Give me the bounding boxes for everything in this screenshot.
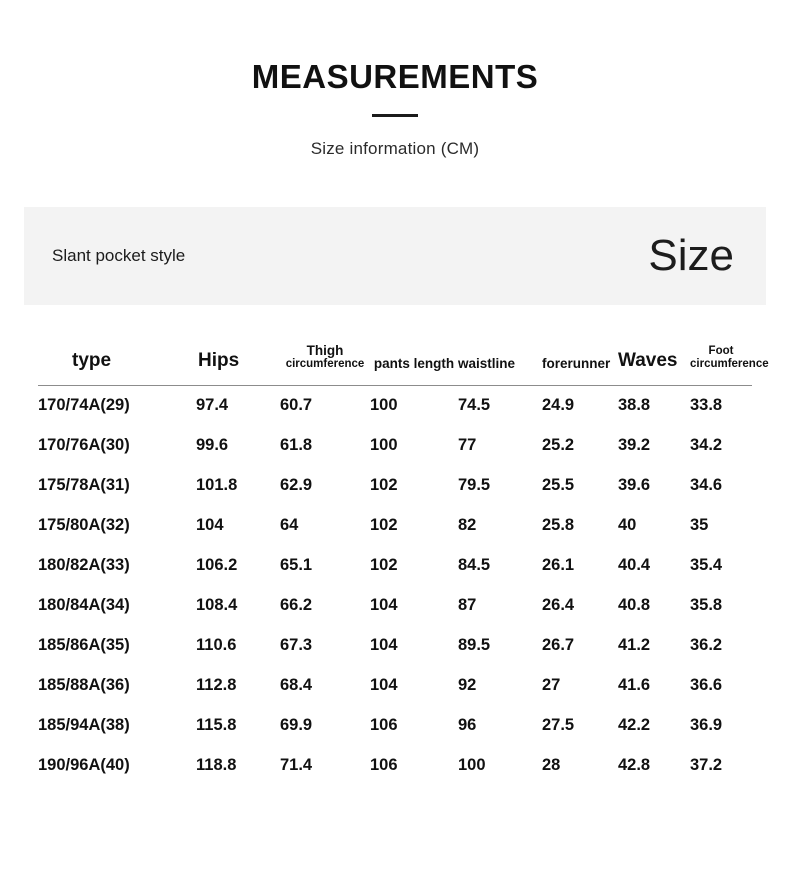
cell-pants-length: 100 <box>370 436 398 455</box>
cell-pants-length: 106 <box>370 716 398 735</box>
cell-type: 185/86A(35) <box>38 636 130 655</box>
cell-waistline: 74.5 <box>458 396 491 415</box>
cell-waistline: 92 <box>458 676 477 695</box>
table-row <box>38 706 752 746</box>
cell-waistline: 89.5 <box>458 636 491 655</box>
column-header-waistline: waistline <box>458 335 542 385</box>
cell-foot-circumference: 36.6 <box>690 676 723 695</box>
table-header-row <box>38 335 752 385</box>
cell-waves: 40.4 <box>618 556 651 575</box>
cell-thigh: 66.2 <box>280 596 313 615</box>
cell-type: 170/74A(29) <box>38 396 130 415</box>
cell-foot-circumference: 33.8 <box>690 396 723 415</box>
cell-forerunner: 25.2 <box>542 436 575 455</box>
cell-foot-circumference: 35.8 <box>690 596 723 615</box>
cell-waves: 39.6 <box>618 476 651 495</box>
cell-foot-circumference: 36.2 <box>690 636 723 655</box>
cell-waves: 41.6 <box>618 676 651 695</box>
cell-thigh: 64 <box>280 516 299 535</box>
size-table <box>38 335 769 786</box>
cell-forerunner: 28 <box>542 756 561 775</box>
cell-thigh: 67.3 <box>280 636 313 655</box>
column-header-forerunner: forerunner <box>542 335 618 385</box>
column-header-type: type <box>38 335 196 385</box>
table-row <box>38 746 752 786</box>
cell-type: 175/80A(32) <box>38 516 130 535</box>
cell-forerunner: 26.1 <box>542 556 575 575</box>
table-row <box>38 546 752 586</box>
cell-pants-length: 106 <box>370 756 398 775</box>
title-divider <box>372 114 418 117</box>
cell-thigh: 69.9 <box>280 716 313 735</box>
cell-thigh: 68.4 <box>280 676 313 695</box>
cell-hips: 118.8 <box>196 756 237 775</box>
cell-forerunner: 24.9 <box>542 396 575 415</box>
cell-thigh: 60.7 <box>280 396 313 415</box>
cell-thigh: 62.9 <box>280 476 313 495</box>
cell-foot-circumference: 37.2 <box>690 756 723 775</box>
cell-waistline: 87 <box>458 596 477 615</box>
cell-pants-length: 102 <box>370 516 398 535</box>
size-table-head <box>38 335 769 385</box>
cell-hips: 106.2 <box>196 556 238 575</box>
cell-foot-circumference: 35.4 <box>690 556 723 575</box>
column-header-hips: Hips <box>196 335 280 385</box>
cell-type: 185/88A(36) <box>38 676 130 695</box>
cell-hips: 101.8 <box>196 476 238 495</box>
cell-pants-length: 104 <box>370 636 398 655</box>
cell-waves: 38.8 <box>618 396 651 415</box>
cell-thigh: 71.4 <box>280 756 313 775</box>
cell-waistline: 96 <box>458 716 477 735</box>
size-table-body <box>38 385 752 786</box>
cell-thigh: 65.1 <box>280 556 313 575</box>
cell-waves: 42.2 <box>618 716 651 735</box>
table-row <box>38 426 752 466</box>
cell-waves: 40.8 <box>618 596 651 615</box>
cell-type: 175/78A(31) <box>38 476 130 495</box>
column-header-pants-length: pants length <box>370 335 458 385</box>
table-row <box>38 506 752 546</box>
cell-hips: 99.6 <box>196 436 229 455</box>
cell-waistline: 100 <box>458 756 486 775</box>
cell-waves: 40 <box>618 516 637 535</box>
cell-waves: 41.2 <box>618 636 651 655</box>
cell-forerunner: 27 <box>542 676 561 695</box>
table-row <box>38 385 752 426</box>
table-row <box>38 466 752 506</box>
cell-forerunner: 25.5 <box>542 476 575 495</box>
cell-pants-length: 104 <box>370 596 398 615</box>
page-subtitle: Size information (CM) <box>310 139 480 158</box>
cell-waves: 42.8 <box>618 756 651 775</box>
style-label: Slant pocket style <box>52 246 186 265</box>
column-header-foot-circumference: Foot circumference <box>690 335 752 385</box>
cell-waistline: 84.5 <box>458 556 491 575</box>
page-title: MEASUREMENTS <box>251 58 539 95</box>
style-band <box>24 207 766 305</box>
cell-hips: 115.8 <box>196 716 237 735</box>
table-row <box>38 666 752 706</box>
cell-waves: 39.2 <box>618 436 651 455</box>
cell-forerunner: 27.5 <box>542 716 575 735</box>
cell-hips: 110.6 <box>196 636 237 655</box>
cell-hips: 112.8 <box>196 676 237 695</box>
cell-type: 185/94A(38) <box>38 716 130 735</box>
cell-type: 180/82A(33) <box>38 556 130 575</box>
cell-forerunner: 25.8 <box>542 516 575 535</box>
cell-forerunner: 26.7 <box>542 636 575 655</box>
cell-foot-circumference: 36.9 <box>690 716 723 735</box>
cell-hips: 104 <box>196 516 224 535</box>
cell-foot-circumference: 34.6 <box>690 476 723 495</box>
cell-pants-length: 104 <box>370 676 398 695</box>
cell-foot-circumference: 35 <box>690 516 709 535</box>
cell-waistline: 79.5 <box>458 476 491 495</box>
cell-foot-circumference: 34.2 <box>690 436 723 455</box>
cell-type: 180/84A(34) <box>38 596 130 615</box>
cell-thigh: 61.8 <box>280 436 313 455</box>
cell-type: 170/76A(30) <box>38 436 130 455</box>
cell-pants-length: 100 <box>370 396 398 415</box>
cell-pants-length: 102 <box>370 556 398 575</box>
column-header-thigh-circumference: Thigh circumference <box>280 335 370 385</box>
cell-forerunner: 26.4 <box>542 596 575 615</box>
column-header-waves: Waves <box>618 335 690 385</box>
cell-waistline: 82 <box>458 516 477 535</box>
cell-waistline: 77 <box>458 436 477 455</box>
table-row <box>38 626 752 666</box>
size-label: Size <box>648 231 734 280</box>
cell-hips: 97.4 <box>196 396 229 415</box>
cell-type: 190/96A(40) <box>38 756 130 775</box>
cell-pants-length: 102 <box>370 476 398 495</box>
title-divider-wrap <box>0 114 790 117</box>
cell-hips: 108.4 <box>196 596 238 615</box>
table-row <box>38 586 752 626</box>
